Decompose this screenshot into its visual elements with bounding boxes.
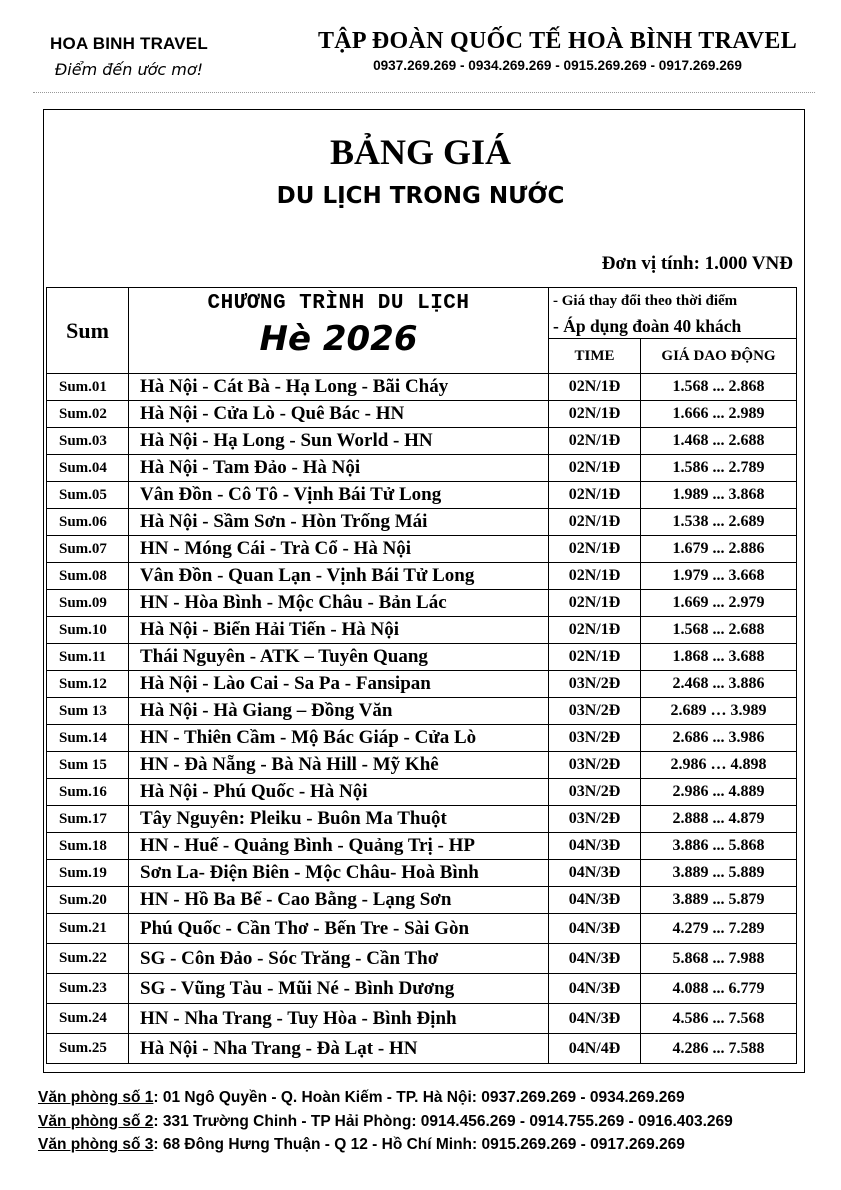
- tour-code: Sum.11: [47, 644, 129, 671]
- tour-route: HN - Hồ Ba Bể - Cao Bằng - Lạng Sơn: [129, 887, 549, 914]
- table-row: [47, 806, 797, 833]
- table-row: [47, 944, 797, 974]
- tour-price-range: 4.088 ... 6.779: [641, 974, 797, 1004]
- tour-code: Sum.06: [47, 509, 129, 536]
- tour-price-range: 3.889 ... 5.889: [641, 860, 797, 887]
- tour-duration: 02N/1Đ: [549, 401, 641, 428]
- tour-price-range: 2.686 ... 3.986: [641, 725, 797, 752]
- table-row: [47, 509, 797, 536]
- tour-duration: 04N/3Đ: [549, 833, 641, 860]
- tour-duration: 04N/3Đ: [549, 860, 641, 887]
- office-address: : 68 Đông Hưng Thuận - Q 12 - Hồ Chí Minh: 0915.269.269 - 0917.269.269: [153, 1136, 685, 1153]
- tour-price-range: 1.538 ... 2.689: [641, 509, 797, 536]
- tour-price-range: 2.888 ... 4.879: [641, 806, 797, 833]
- header-divider: [33, 92, 815, 93]
- table-row: [47, 1004, 797, 1034]
- tour-route: Vân Đồn - Quan Lạn - Vịnh Bái Tử Long: [129, 563, 549, 590]
- tour-duration: 02N/1Đ: [549, 590, 641, 617]
- tour-code: Sum.21: [47, 914, 129, 944]
- table-row: [47, 644, 797, 671]
- table-row: [47, 671, 797, 698]
- tour-route: HN - Móng Cái - Trà Cổ - Hà Nội: [129, 536, 549, 563]
- table-row: [47, 725, 797, 752]
- office-label: Văn phòng số 1: [38, 1089, 154, 1106]
- tour-price-range: 1.586 ... 2.789: [641, 455, 797, 482]
- tour-code: Sum 15: [47, 752, 129, 779]
- office-line: [38, 1086, 828, 1110]
- tour-route: Hà Nội - Cửa Lò - Quê Bác - HN: [129, 401, 549, 428]
- tour-duration: 02N/1Đ: [549, 509, 641, 536]
- tour-price-range: 1.666 ... 2.989: [641, 401, 797, 428]
- tour-route: Hà Nội - Phú Quốc - Hà Nội: [129, 779, 549, 806]
- tour-route: Hà Nội - Cát Bà - Hạ Long - Bãi Cháy: [129, 374, 549, 401]
- tour-price-range: 4.279 ... 7.289: [641, 914, 797, 944]
- tour-code: Sum.08: [47, 563, 129, 590]
- table-row: [47, 563, 797, 590]
- office-label: Văn phòng số 2: [38, 1112, 154, 1130]
- brand-slogan: Điểm đến ước mơ!: [54, 60, 204, 79]
- tour-code: Sum.24: [47, 1004, 129, 1034]
- tour-price-range: 2.986 … 4.898: [641, 752, 797, 779]
- tour-route: Sơn La- Điện Biên - Mộc Châu- Hoà Bình: [129, 860, 549, 887]
- company-block: [300, 28, 815, 73]
- currency-unit: Đơn vị tính: 1.000 VNĐ: [601, 253, 793, 274]
- tour-route: Hà Nội - Lào Cai - Sa Pa - Fansipan: [129, 671, 549, 698]
- tour-code: Sum.19: [47, 860, 129, 887]
- tour-price-range: 1.568 ... 2.688: [641, 617, 797, 644]
- tour-code: Sum.05: [47, 482, 129, 509]
- office-line: [38, 1110, 828, 1134]
- tour-code: Sum.22: [47, 944, 129, 974]
- table-row: [47, 698, 797, 725]
- tour-duration: 04N/3Đ: [549, 944, 641, 974]
- tour-price-range: 1.468 ... 2.688: [641, 428, 797, 455]
- column-header-time: TIME: [549, 339, 641, 374]
- tour-code: Sum.17: [47, 806, 129, 833]
- tour-code: Sum.25: [47, 1034, 129, 1064]
- price-note-2: - Áp dụng đoàn 40 khách: [549, 315, 797, 339]
- company-name: TẬP ĐOÀN QUỐC TẾ HOÀ BÌNH TRAVEL: [317, 28, 798, 54]
- tour-price-range: 5.868 ... 7.988: [641, 944, 797, 974]
- tour-duration: 03N/2Đ: [549, 806, 641, 833]
- tour-duration: 02N/1Đ: [549, 455, 641, 482]
- tour-route: Hà Nội - Tam Đảo - Hà Nội: [129, 455, 549, 482]
- tour-route: Hà Nội - Hạ Long - Sun World - HN: [129, 428, 549, 455]
- tour-code: Sum.12: [47, 671, 129, 698]
- tour-duration: 04N/3Đ: [549, 914, 641, 944]
- tour-route: HN - Hòa Bình - Mộc Châu - Bản Lác: [129, 590, 549, 617]
- tour-price-range: 1.679 ... 2.886: [641, 536, 797, 563]
- page-title: BẢNG GIÁ: [329, 132, 512, 172]
- tour-duration: 04N/3Đ: [549, 1004, 641, 1034]
- office-address: : 01 Ngô Quyền - Q. Hoàn Kiếm - TP. Hà Nội: 0937.269.269 - 0934.269.269: [153, 1089, 685, 1106]
- office-addresses: [38, 1086, 828, 1157]
- tour-route: HN - Thiên Cầm - Mộ Bác Giáp - Cửa Lò: [129, 725, 549, 752]
- tour-route: Hà Nội - Nha Trang - Đà Lạt - HN: [129, 1034, 549, 1064]
- tour-code: Sum.04: [47, 455, 129, 482]
- tour-price-range: 4.586 ... 7.568: [641, 1004, 797, 1034]
- tour-duration: 02N/1Đ: [549, 536, 641, 563]
- tour-route: Phú Quốc - Cần Thơ - Bến Tre - Sài Gòn: [129, 914, 549, 944]
- price-table: [46, 287, 797, 1064]
- table-row: [47, 428, 797, 455]
- tour-duration: 03N/2Đ: [549, 671, 641, 698]
- tour-duration: 03N/2Đ: [549, 698, 641, 725]
- tour-duration: 04N/3Đ: [549, 887, 641, 914]
- price-note-1: - Giá thay đổi theo thời điểm: [549, 288, 797, 315]
- tour-price-range: 2.986 ... 4.889: [641, 779, 797, 806]
- table-row: [47, 914, 797, 944]
- tour-duration: 04N/3Đ: [549, 974, 641, 1004]
- tour-duration: 03N/2Đ: [549, 779, 641, 806]
- office-label: Văn phòng số 3: [38, 1136, 154, 1153]
- tour-price-range: 3.889 ... 5.879: [641, 887, 797, 914]
- table-row: [47, 590, 797, 617]
- tour-price-range: 1.868 ... 3.688: [641, 644, 797, 671]
- tour-duration: 02N/1Đ: [549, 617, 641, 644]
- table-row: [47, 833, 797, 860]
- tour-code: Sum.14: [47, 725, 129, 752]
- program-label: CHƯƠNG TRÌNH DU LỊCH: [207, 292, 470, 315]
- tour-price-range: 3.886 ... 5.868: [641, 833, 797, 860]
- column-header-program: [129, 288, 549, 374]
- tour-duration: 02N/1Đ: [549, 482, 641, 509]
- brand-name: HOA BINH TRAVEL: [50, 34, 208, 53]
- tour-route: SG - Vũng Tàu - Mũi Né - Bình Dương: [129, 974, 549, 1004]
- program-season: Hè 2026: [259, 319, 418, 359]
- column-header-price: GIÁ DAO ĐỘNG: [641, 339, 797, 374]
- tour-route: HN - Huế - Quảng Bình - Quảng Trị - HP: [129, 833, 549, 860]
- tour-route: SG - Côn Đảo - Sóc Trăng - Cần Thơ: [129, 944, 549, 974]
- tour-code: Sum.02: [47, 401, 129, 428]
- table-row: [47, 455, 797, 482]
- table-row: [47, 887, 797, 914]
- tour-price-range: 1.669 ... 2.979: [641, 590, 797, 617]
- tour-route: HN - Đà Nẵng - Bà Nà Hill - Mỹ Khê: [129, 752, 549, 779]
- tour-duration: 03N/2Đ: [549, 725, 641, 752]
- hotline-numbers: 0937.269.269 - 0934.269.269 - 0915.269.269 - 0917.269.269: [373, 58, 742, 73]
- office-line: [38, 1133, 828, 1157]
- tour-route: HN - Nha Trang - Tuy Hòa - Bình Định: [129, 1004, 549, 1034]
- tour-code: Sum.01: [47, 374, 129, 401]
- office-address: : 331 Trường Chinh - TP Hải Phòng: 0914.456.269 - 0914.755.269 - 0916.403.269: [153, 1112, 733, 1130]
- table-row: [47, 779, 797, 806]
- tour-code: Sum.09: [47, 590, 129, 617]
- tour-duration: 04N/4Đ: [549, 1034, 641, 1064]
- tour-price-range: 1.568 ... 2.868: [641, 374, 797, 401]
- tour-route: Thái Nguyên - ATK – Tuyên Quang: [129, 644, 549, 671]
- tour-code: Sum 13: [47, 698, 129, 725]
- tour-code: Sum.16: [47, 779, 129, 806]
- tour-code: Sum.03: [47, 428, 129, 455]
- page-subtitle: DU LỊCH TRONG NƯỚC: [276, 183, 565, 209]
- tour-duration: 02N/1Đ: [549, 644, 641, 671]
- table-row: [47, 482, 797, 509]
- tour-price-range: 2.468 ... 3.886: [641, 671, 797, 698]
- table-row: [47, 1034, 797, 1064]
- tour-price-range: 1.989 ... 3.868: [641, 482, 797, 509]
- tour-route: Hà Nội - Hà Giang – Đồng Văn: [129, 698, 549, 725]
- tour-code: Sum.10: [47, 617, 129, 644]
- tour-duration: 02N/1Đ: [549, 428, 641, 455]
- tour-code: Sum.07: [47, 536, 129, 563]
- tour-code: Sum.23: [47, 974, 129, 1004]
- tour-duration: 02N/1Đ: [549, 374, 641, 401]
- table-row: [47, 617, 797, 644]
- tour-price-range: 1.979 ... 3.668: [641, 563, 797, 590]
- tour-route: Tây Nguyên: Pleiku - Buôn Ma Thuột: [129, 806, 549, 833]
- tour-duration: 03N/2Đ: [549, 752, 641, 779]
- tour-code: Sum.20: [47, 887, 129, 914]
- table-row: [47, 974, 797, 1004]
- tour-route: Hà Nội - Sầm Sơn - Hòn Trống Mái: [129, 509, 549, 536]
- brand-block: [34, 34, 224, 79]
- column-header-sum: Sum: [47, 288, 129, 374]
- table-row: [47, 536, 797, 563]
- tour-code: Sum.18: [47, 833, 129, 860]
- tour-duration: 02N/1Đ: [549, 563, 641, 590]
- tour-price-range: 2.689 … 3.989: [641, 698, 797, 725]
- tour-route: Vân Đồn - Cô Tô - Vịnh Bái Tử Long: [129, 482, 549, 509]
- tour-route: Hà Nội - Biển Hải Tiến - Hà Nội: [129, 617, 549, 644]
- table-row: [47, 752, 797, 779]
- table-row: [47, 860, 797, 887]
- table-row: [47, 374, 797, 401]
- table-row: [47, 401, 797, 428]
- tour-price-range: 4.286 ... 7.588: [641, 1034, 797, 1064]
